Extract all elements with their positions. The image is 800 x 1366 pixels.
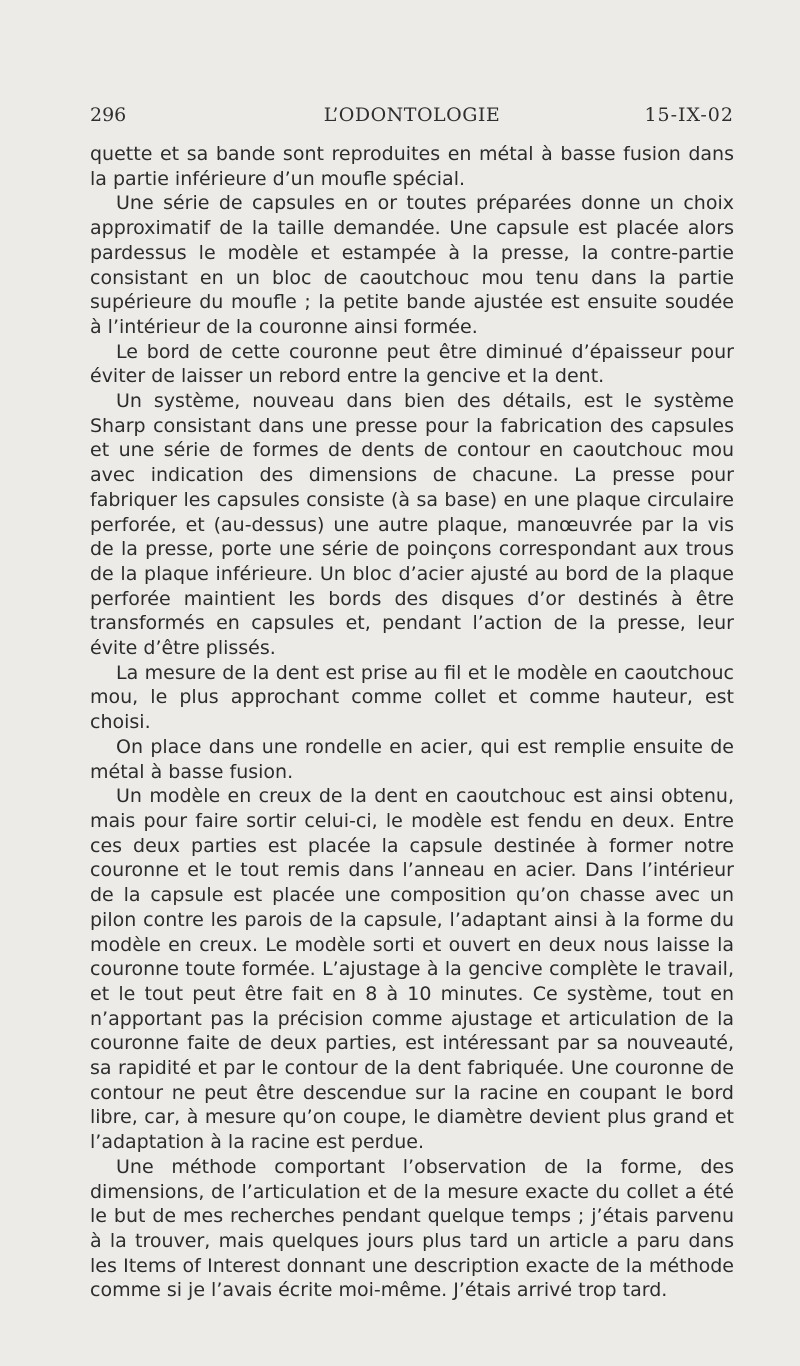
running-head (90, 104, 734, 134)
issue-date: 15-IX-02 (644, 104, 734, 126)
paragraph: Un système, nouveau dans bien des détails, est le système Sharp consistant dans une presse pour la fabrication des capsules et une série de formes de dents de contour en caoutchouc mou avec indication des dimensions de chacune. La presse pour fabriquer les capsules consiste (à sa base) en une plaque circulaire perforée, et (au-dessus) une autre plaque, manœuvrée par la vis de la presse, porte une série de poinçons correspondant aux trous de la plaque inférieure. Un bloc d’acier ajusté au bord de la plaque perforée maintient les bords des disques d’or destinés à être transformés en capsules et, pendant l’action de la presse, leur évite d’être plissés. (90, 390, 734, 660)
paragraph: Le bord de cette couronne peut être diminué d’épaisseur pour éviter de laisser un rebord entre la gencive et la dent. (90, 340, 734, 388)
body-text (90, 142, 734, 1303)
paragraph: On place dans une rondelle en acier, qui est remplie ensuite de métal à basse fusion. (90, 735, 734, 783)
journal-title: L’ODONTOLOGIE (323, 104, 501, 126)
paragraph: Une série de capsules en or toutes préparées donne un choix approximatif de la taille demandée. Une capsule est placée alors pardessus le modèle et estampée à la presse, la contre-partie consistant en un bloc de caoutchouc mou tenu dans la partie supérieure du moufle ; la petite bande ajustée est ensuite soudée à l’intérieur de la couronne ainsi formée. (90, 192, 734, 338)
paragraph: Une méthode comportant l’observation de la forme, des dimensions, de l’articulation et de la mesure exacte du collet a été le but de mes recherches pendant quelque temps ; j’étais parvenu à la trouver, mais quelques jours plus tard un article a paru dans les Items of Interest donnant une description exacte de la méthode comme si je l’avais écrite moi-même. J’étais arrivé trop tard. (90, 1155, 734, 1302)
paragraph: La mesure de la dent est prise au fil et le modèle en caoutchouc mou, le plus approchant comme collet et comme hauteur, est choisi. (90, 661, 734, 734)
paragraph-continued: quette et sa bande sont reproduites en métal à basse fusion dans la partie inférieure d’un moufle spécial. (90, 143, 734, 190)
page-number: 296 (90, 104, 127, 126)
paragraph: Un modèle en creux de la dent en caoutchouc est ainsi obtenu, mais pour faire sortir celui-ci, le modèle est fendu en deux. Entre ces deux parties est placée la capsule destinée à former notre couronne et le tout remis dans l’anneau en acier. Dans l’intérieur de la capsule est placée une composition qu’on chasse avec un pilon contre les parois de la capsule, l’adaptant ainsi à la forme du modèle en creux. Le modèle sorti et ouvert en deux nous laisse la couronne toute formée. L’ajustage à la gencive complète le travail, et le tout peut être fait en 8 à 10 minutes. Ce système, tout en n’apportant pas la précision comme ajustage et articulation de la couronne faite de deux parties, est intéressant par sa nouveauté, sa rapidité et par le contour de la dent fabriquée. Une couronne de contour ne peut être descendue sur la racine en coupant le bord libre, car, à mesure qu’on coupe, le diamètre devient plus grand et l’adaptation à la racine est perdue. (90, 785, 734, 1154)
